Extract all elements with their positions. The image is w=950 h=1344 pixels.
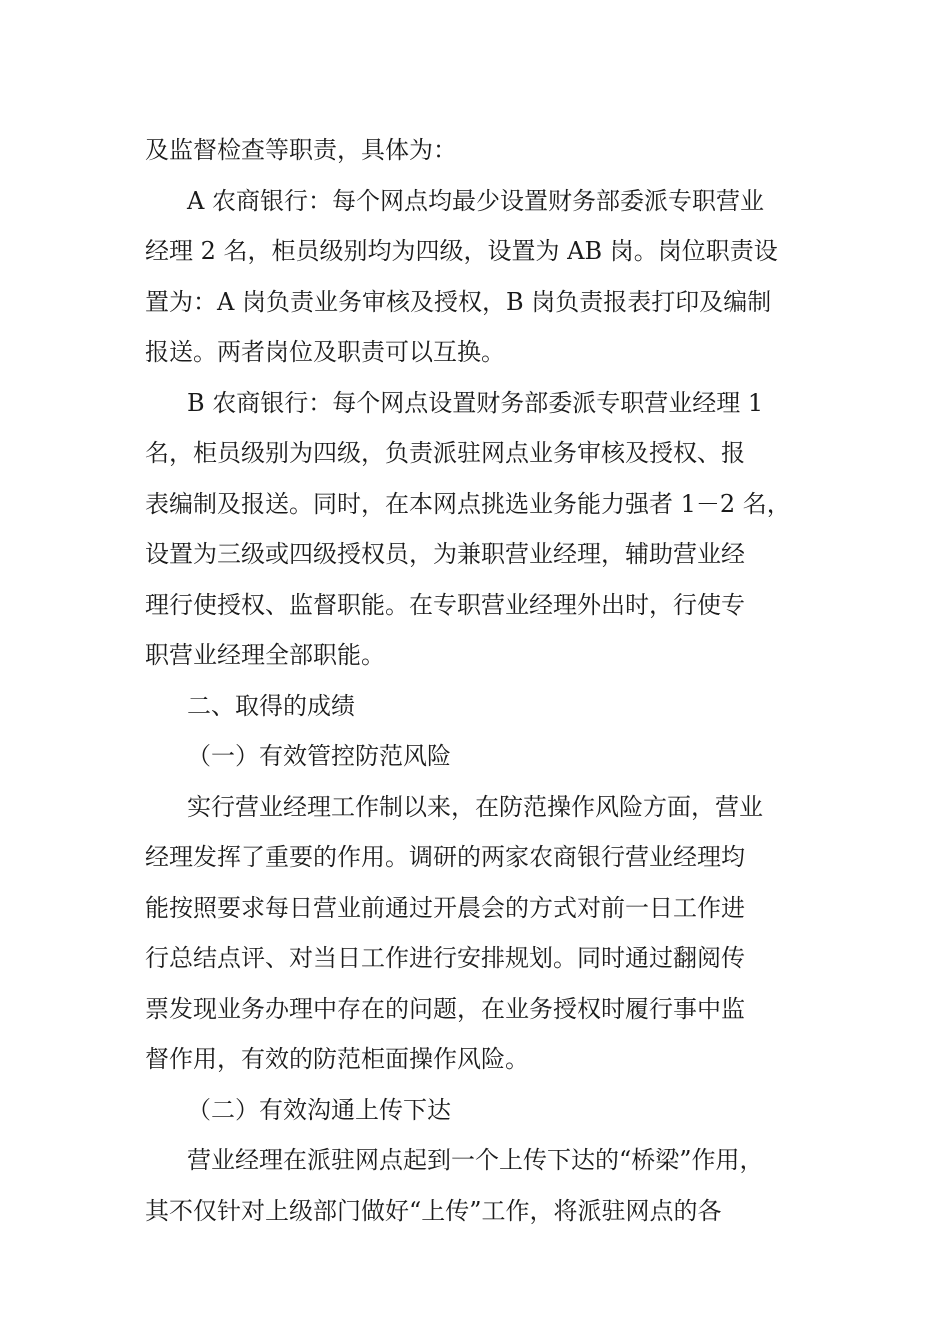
text-line-18: 票发现业务办理中存在的问题，在业务授权时履行事中监 xyxy=(145,994,745,1023)
text-line-22: 其不仅针对上级部门做好“上传”工作，将派驻网点的各 xyxy=(145,1196,722,1225)
text-line-19: 督作用，有效的防范柜面操作风险。 xyxy=(145,1045,529,1073)
text-line-10: 理行使授权、监督职能。在专职营业经理外出时，行使专 xyxy=(145,590,745,619)
text-line-15: 经理发挥了重要的作用。调研的两家农商银行营业经理均 xyxy=(145,843,745,871)
text-line-6: B 农商银行：每个网点设置财务部委派专职营业经理 1 xyxy=(187,388,764,417)
text-line-11: 职营业经理全部职能。 xyxy=(145,641,385,669)
text-line-21: 营业经理在派驻网点起到一个上传下达的“桥梁”作用， xyxy=(187,1146,764,1174)
document-body xyxy=(145,125,825,1236)
text-line-16: 能按照要求每日营业前通过开晨会的方式对前一日工作进 xyxy=(145,893,745,922)
text-line-14: 实行营业经理工作制以来，在防范操作风险方面，营业 xyxy=(187,792,763,821)
text-line-7: 名，柜员级别为四级，负责派驻网点业务审核及授权、报 xyxy=(145,439,745,467)
text-line-1: 及监督检查等职责，具体为： xyxy=(145,136,457,164)
text-line-9: 设置为三级或四级授权员，为兼职营业经理，辅助营业经 xyxy=(145,540,745,568)
text-line-8: 表编制及报送。同时，在本网点挑选业务能力强者 1－2 名， xyxy=(145,489,791,518)
section-heading-achievements: 二、取得的成绩 xyxy=(187,691,355,720)
text-line-5: 报送。两者岗位及职责可以互换。 xyxy=(145,338,505,366)
text-line-3: 经理 2 名，柜员级别均为四级，设置为 AB 岗。岗位职责设 xyxy=(145,237,778,265)
subsection-heading-1: （一）有效管控防范风险 xyxy=(187,742,451,770)
subsection-heading-2: （二）有效沟通上传下达 xyxy=(187,1095,451,1124)
text-line-4: 置为：A 岗负责业务审核及授权，B 岗负责报表打印及编制 xyxy=(145,287,772,316)
text-line-2: A 农商银行：每个网点均最少设置财务部委派专职营业 xyxy=(187,186,764,215)
text-line-17: 行总结点评、对当日工作进行安排规划。同时通过翻阅传 xyxy=(145,944,745,972)
